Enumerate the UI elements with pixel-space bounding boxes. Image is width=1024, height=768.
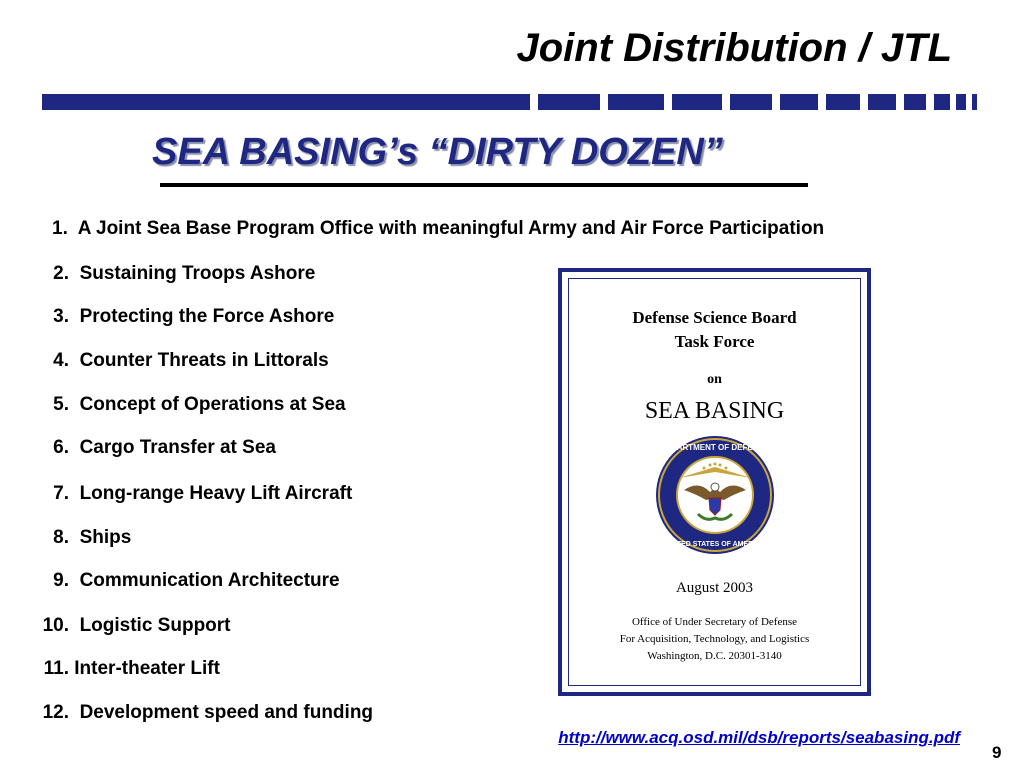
cover-line1: Defense Science Board	[632, 308, 797, 327]
cover-office2: For Acquisition, Technology, and Logistics	[619, 633, 810, 645]
seal-top-text: DEPARTMENT OF DEFENSE	[660, 443, 770, 452]
subtitle-underline	[160, 183, 808, 187]
cover-date: August 2003	[675, 580, 754, 596]
dod-seal-icon	[654, 434, 776, 556]
report-cover	[558, 268, 871, 696]
page-number: 9	[992, 743, 1002, 762]
list-item: 11. Inter-theater Lift	[43, 658, 220, 679]
list-item: 8. Ships	[53, 527, 132, 548]
list-item: 10. Logistic Support	[42, 615, 231, 636]
list-item: 1. A Joint Sea Base Program Office with meaningful Army and Air Force Participation	[52, 218, 825, 239]
seal-bottom-text: UNITED STATES OF AMERICA	[664, 541, 766, 548]
list-item: 12. Development speed and funding	[42, 702, 374, 723]
cover-on: on	[707, 372, 722, 387]
title-divider-bar	[42, 94, 982, 110]
cover-topic: SEA BASING	[644, 398, 785, 424]
list-item: 2. Sustaining Troops Ashore	[53, 263, 316, 284]
slide-subtitle: SEA BASING’s “DIRTY DOZEN”	[152, 131, 723, 173]
list-item: 4. Counter Threats in Littorals	[53, 350, 329, 371]
list-item: 9. Communication Architecture	[53, 570, 340, 591]
cover-office3: Washington, D.C. 20301-3140	[647, 650, 782, 662]
cover-office1: Office of Under Secretary of Defense	[631, 616, 798, 628]
list-item: 6. Cargo Transfer at Sea	[53, 437, 276, 458]
slide-title: Joint Distribution / JTL	[516, 26, 952, 70]
list-item: 5. Concept of Operations at Sea	[53, 394, 346, 415]
cover-line2: Task Force	[674, 332, 755, 351]
list-item: 7. Long-range Heavy Lift Aircraft	[53, 483, 353, 504]
report-url-link[interactable]: http://www.acq.osd.mil/dsb/reports/seabasing.pdf	[558, 728, 960, 747]
list-item: 3. Protecting the Force Ashore	[53, 306, 335, 327]
